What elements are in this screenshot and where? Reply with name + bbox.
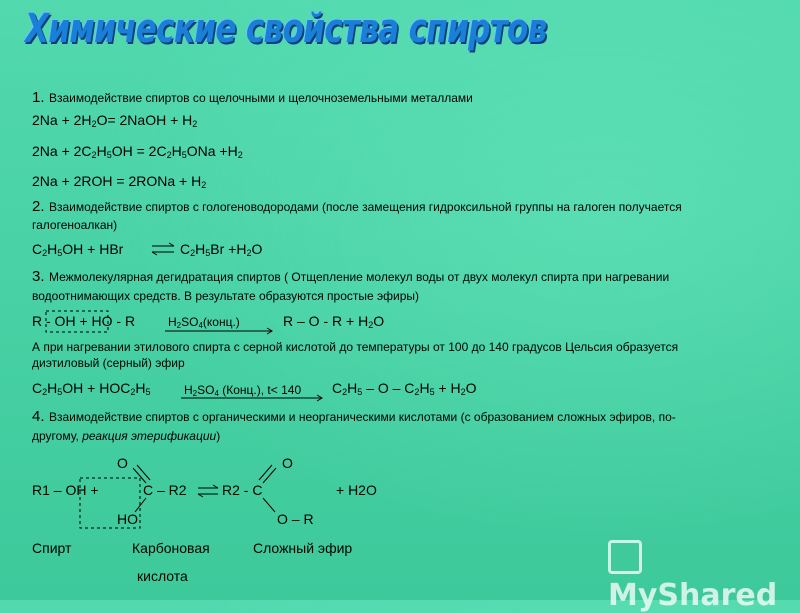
equation-na-ethanol: $2Na + 2C_2H_5OH = 2C_2H_5ONa +H_2$ <box>32 143 243 160</box>
dashed-highlight-box <box>46 311 108 332</box>
carbonyl-oxygen-ester: O <box>282 455 293 471</box>
label-alcohol: Спирт <box>32 540 72 556</box>
section-number: 4. <box>32 408 45 425</box>
logo-icon <box>608 540 642 574</box>
esterification-acid: C – R2 <box>143 482 187 498</box>
equation-ether-left: $C_2H_5OH + HOC_2H_5$ <box>32 380 151 397</box>
acid-bonds <box>133 465 150 512</box>
equation-ether-right: $C_2H_5 - O - C_2H_5 + H_2O$ <box>332 380 477 397</box>
equation-halogenation-left: $C_2H_5OH$ + HBr <box>32 241 124 258</box>
section-2-heading-cont: галогеноалкан) <box>32 218 118 232</box>
label-carboxylic-acid-cont: кислота <box>137 568 188 584</box>
equation-na-water: $2Na + 2H_2O=$ 2NaOH + $H_2$ <box>32 112 198 129</box>
label-carboxylic-acid: Карбоновая <box>132 540 210 556</box>
equation-dehydration-product: $R - O - R + H_2O$ <box>283 313 385 330</box>
section-number: 3. <box>32 268 45 285</box>
section-number: 2. <box>32 198 45 215</box>
section-heading-text: Взаимодействие спиртов с гологеноводородами (после замещения гидроксильной группы на галоген получается <box>48 200 682 214</box>
esterification-ester: R2 - C <box>222 482 263 498</box>
reaction-condition: $H_2SO_4$ (Конц.), t< 140 <box>184 383 302 398</box>
section-heading-text: Взаимодействие спиртов со щелочными и щелочноземельными металлами <box>48 91 473 105</box>
equation-halogenation-right: $C_2H_5Br +H_2O$ <box>180 241 263 258</box>
equation-na-roh: 2Na + 2ROH = 2RONa + $H_2$ <box>32 173 207 190</box>
equilibrium-arrow-icon <box>198 485 218 497</box>
ester-alkoxy: O – R <box>277 511 314 527</box>
page-title: Химические свойства спиртов <box>25 6 547 52</box>
section-heading-text: Взаимодействие спиртов с органическими и неорганическими кислотами (с образованием сложных эфиров, по- <box>48 410 676 424</box>
equation-dehydration-reactants: R - OH + HO - R <box>32 313 136 329</box>
watermark-logo: MyShared <box>608 540 800 613</box>
note-line-2: диэтиловый (серный) эфир <box>32 356 185 370</box>
ester-bonds <box>259 465 276 512</box>
note-line-1: А при нагревании этилового спирта с серной кислотой до температуры от 100 до 140 градусов Цельсия образуется <box>32 340 679 354</box>
section-number: 1. <box>32 89 45 106</box>
esterification-alcohol: R1 – OH + <box>32 482 99 498</box>
acid-hydroxyl: HO <box>117 511 138 527</box>
reaction-condition: $H_2SO_4(конц.)$ <box>168 315 240 330</box>
section-3-heading-cont: водоотнимающих средств. В результате образуются простые эфиры) <box>32 289 420 303</box>
label-ester: Сложный эфир <box>253 540 353 556</box>
dashed-highlight-box <box>80 478 140 528</box>
section-heading-text: Межмолекулярная дегидратация спиртов ( Отщепление молекул воды от двух молекул спирта при нагревании <box>48 270 670 284</box>
reaction-arrow-icon <box>165 328 272 334</box>
reaction-arrow-icon <box>181 395 322 401</box>
esterification-water: + H2O <box>336 482 377 498</box>
carbonyl-oxygen-acid: O <box>117 455 128 471</box>
section-4-heading-cont: другому, реакция этерификации) <box>32 429 221 443</box>
equilibrium-arrow-icon <box>152 243 174 255</box>
